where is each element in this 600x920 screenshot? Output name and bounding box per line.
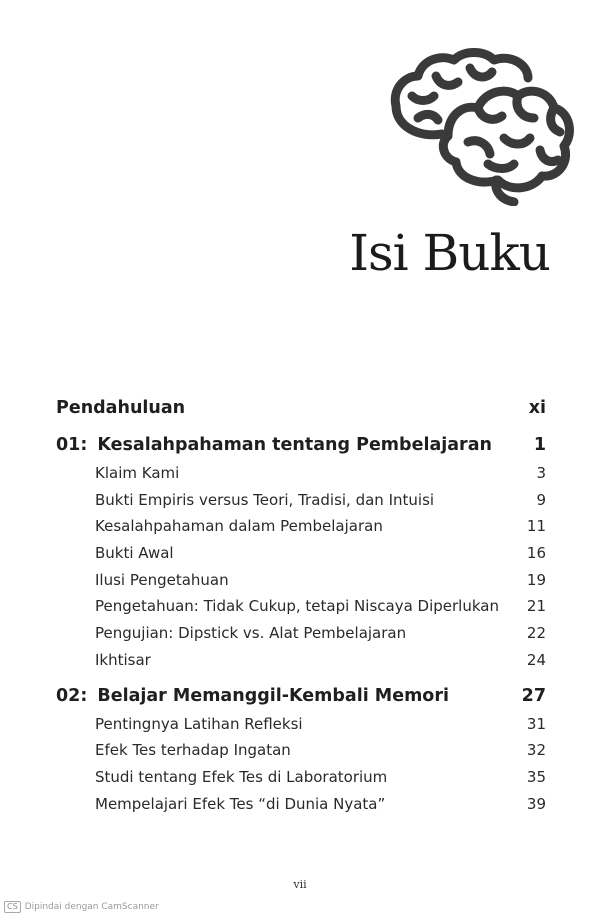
toc-entry-label: Pendahuluan [56,398,186,418]
toc-entry-title [95,620,406,647]
toc-chapter-row [56,431,546,460]
toc-section-row [56,647,546,674]
toc-entry-title [95,711,303,738]
toc-entry-title [95,647,151,674]
toc-entry-title [95,764,387,791]
toc-entry-label: Ikhtisar [95,650,151,669]
toc-page-number: 35 [526,767,546,786]
toc-section-row [56,791,546,818]
toc-section-row [56,711,546,738]
toc-page-number: 1 [533,435,546,455]
toc-entry-title [56,431,492,460]
toc-section-row [56,567,546,594]
toc-gap [56,674,546,682]
toc-page-number: 39 [526,794,546,813]
page-title: Isi Buku [349,224,550,282]
toc-chapter-row [56,394,546,423]
toc-entry-label: Bukti Awal [95,544,174,563]
toc-entry-title [95,513,383,540]
toc-page-number: 24 [526,650,546,669]
toc-page-number: xi [528,398,546,418]
toc-entry-label: Belajar Memanggil-Kembali Memori [97,685,449,706]
brain-icon [378,46,578,206]
toc-page-number: 11 [526,517,546,536]
toc-entry-label: Pentingnya Latihan Refleksi [95,714,303,733]
toc-entry-title [56,682,449,711]
toc-page-number: 31 [526,714,546,733]
toc-chapter-number: 02: [56,685,88,706]
scanner-watermark-text: Dipindai dengan CamScanner [24,902,159,912]
toc-entry-title [95,593,499,620]
toc-section-row [56,737,546,764]
toc-entry-label: Kesalahpahaman dalam Pembelajaran [95,517,383,536]
camscanner-logo-icon: CS [4,901,21,913]
toc-entry-label: Bukti Empiris versus Teori, Tradisi, dan Intuisi [95,490,435,509]
toc-entry-label: Mempelajari Efek Tes “di Dunia Nyata” [95,794,386,813]
toc-entry-title [95,487,434,514]
toc-section-row [56,764,546,791]
scanner-watermark [4,901,159,913]
toc-page-number: 27 [521,685,546,706]
table-of-contents [56,394,546,817]
toc-page-number: 32 [526,741,546,760]
toc-entry-label: Kesalahpahaman tentang Pembelajaran [97,435,492,455]
toc-gap [56,423,546,431]
toc-section-row [56,513,546,540]
toc-section-row [56,593,546,620]
toc-entry-label: Efek Tes terhadap Ingatan [95,741,291,760]
toc-entry-title [95,791,385,818]
toc-section-row [56,487,546,514]
toc-section-row [56,620,546,647]
toc-entry-title [95,737,291,764]
toc-page-number: 3 [536,464,546,482]
toc-chapter-row [56,682,546,711]
toc-entry-title [95,540,174,567]
page-number: vii [293,878,307,891]
toc-section-row [56,460,546,487]
toc-section-row [56,540,546,567]
toc-page-number: 9 [536,490,546,509]
toc-entry-label: Pengujian: Dipstick vs. Alat Pembelajaran [95,624,407,643]
toc-entry-title [56,394,185,423]
toc-entry-title [95,460,179,487]
toc-chapter-number: 01: [56,435,88,455]
toc-page-number: 21 [526,597,546,616]
toc-entry-label: Klaim Kami [95,464,180,482]
toc-entry-label: Ilusi Pengetahuan [95,570,229,589]
toc-entry-title [95,567,229,594]
toc-entry-label: Studi tentang Efek Tes di Laboratorium [95,767,388,786]
toc-page-number: 22 [526,624,546,643]
toc-page-number: 16 [526,544,546,563]
toc-page-number: 19 [526,570,546,589]
toc-entry-label: Pengetahuan: Tidak Cukup, tetapi Niscaya Diperlukan [95,597,499,616]
